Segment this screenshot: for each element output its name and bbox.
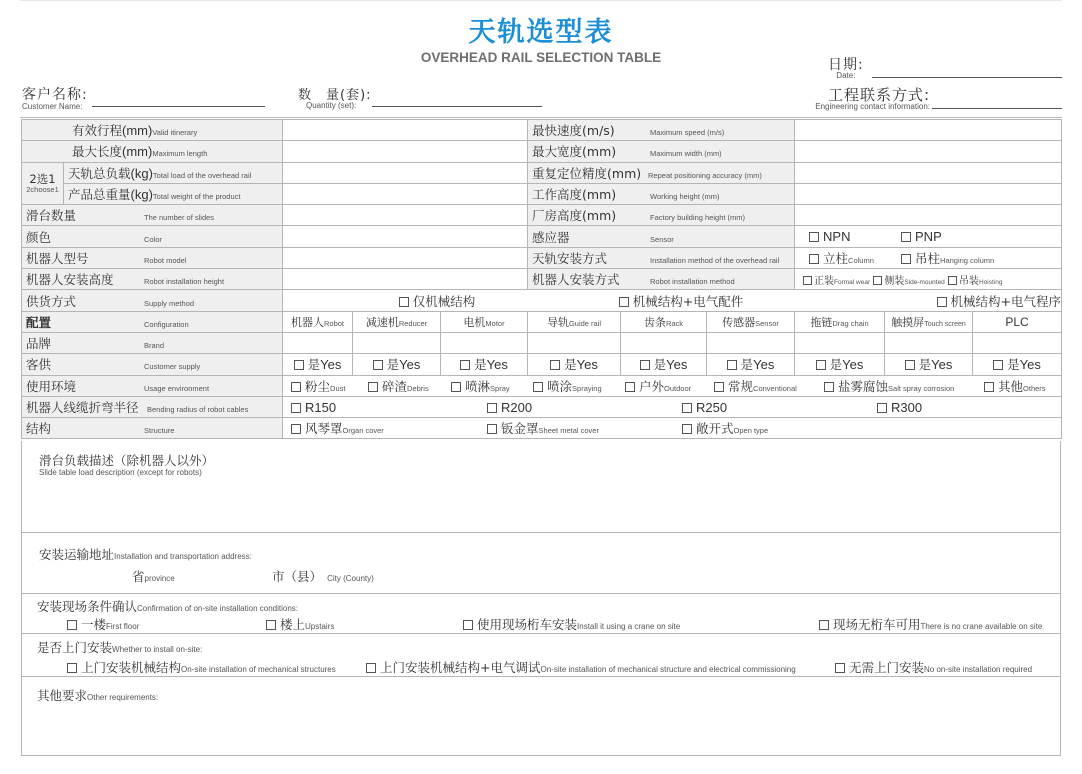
customer-name-label bbox=[22, 84, 88, 111]
total-load-input[interactable] bbox=[283, 162, 528, 183]
date-cn: 日期: bbox=[828, 57, 864, 73]
spec-label-max-length: 最大长度(mm)Maximum length bbox=[22, 141, 283, 162]
onsite-mech-electrical-checkbox[interactable]: 上门安装机械结构+电气调试On-site installation of mechanical structure and electrical commissioning bbox=[366, 657, 796, 676]
onsite-install-label: 是否上门安装Whether to install on-site: bbox=[37, 640, 203, 655]
checkbox-icon bbox=[803, 276, 812, 285]
spec-label-color: 颜色 Color bbox=[22, 226, 283, 247]
config-item-touch-screen: 触摸屏Touch screen bbox=[885, 311, 973, 332]
supply-options bbox=[283, 290, 1062, 311]
site-upstairs-checkbox[interactable]: 楼上Upstairs bbox=[266, 614, 334, 633]
working-height-input[interactable] bbox=[795, 183, 1062, 204]
max-width-input[interactable] bbox=[795, 141, 1062, 162]
checkbox-icon bbox=[550, 360, 560, 370]
spec-label-rail-install: 天轨安装方式 Installation method of the overhead rail bbox=[528, 247, 795, 268]
supply-mechanical-only-checkbox[interactable]: 仅机械结构 bbox=[283, 292, 591, 310]
robot-model-input[interactable] bbox=[283, 247, 528, 268]
checkbox-icon bbox=[460, 360, 470, 370]
color-input[interactable] bbox=[283, 226, 528, 247]
config-label: 配置 Configuration bbox=[22, 311, 283, 332]
rail-install-options bbox=[795, 247, 1062, 268]
checkbox-icon bbox=[727, 360, 737, 370]
checkbox-icon bbox=[67, 620, 77, 630]
bend-r300-checkbox[interactable]: R300 bbox=[877, 401, 922, 415]
sensor-pnp-checkbox[interactable]: PNP bbox=[901, 230, 942, 244]
checkbox-icon bbox=[901, 254, 911, 264]
spec-table bbox=[21, 119, 1062, 439]
checkbox-icon bbox=[487, 424, 497, 434]
contact-field[interactable] bbox=[932, 108, 1062, 109]
brand-input-robot[interactable] bbox=[283, 332, 353, 353]
quantity-label bbox=[298, 84, 372, 110]
environment-row bbox=[22, 375, 1062, 396]
checkbox-icon bbox=[809, 254, 819, 264]
other-requirements-section[interactable] bbox=[21, 677, 1061, 756]
spec-label-working-height: 工作高度(mm) Working height (mm) bbox=[528, 183, 795, 204]
sensor-npn-checkbox[interactable]: NPN bbox=[809, 229, 901, 244]
brand-input-guide-rail[interactable] bbox=[528, 332, 621, 353]
checkbox-icon bbox=[824, 382, 834, 392]
checkbox-icon bbox=[816, 360, 826, 370]
structure-organ-cover-checkbox[interactable]: 风琴罩Organ cover bbox=[291, 419, 487, 437]
spec-row bbox=[22, 205, 1062, 226]
checkbox-icon bbox=[877, 403, 887, 413]
slides-input[interactable] bbox=[283, 205, 528, 226]
env-salt-spray-checkbox[interactable]: 盐雾腐蚀Salt spray corrosion bbox=[824, 377, 984, 395]
robot-height-input[interactable] bbox=[283, 269, 528, 290]
config-item-reducer: 减速机Reducer bbox=[353, 311, 441, 332]
env-debris-checkbox[interactable]: 碎渣Debris bbox=[368, 377, 451, 395]
spec-label-robot-install: 机器人安装方式 Robot installation method bbox=[528, 269, 795, 290]
spec-row bbox=[22, 183, 1062, 204]
spec-label-robot-model: 机器人型号 Robot model bbox=[22, 247, 283, 268]
config-item-drag-chain: 拖链Drag chain bbox=[795, 311, 885, 332]
checkbox-icon bbox=[451, 382, 461, 392]
environment-options bbox=[283, 375, 1062, 396]
valid-itinerary-input[interactable] bbox=[283, 120, 528, 141]
bend-r150-checkbox[interactable]: R150 bbox=[291, 400, 487, 415]
checkbox-icon bbox=[366, 663, 376, 673]
page-subtitle: OVERHEAD RAIL SELECTION TABLE bbox=[420, 50, 662, 65]
onsite-mechanical-checkbox[interactable]: 上门安装机械结构On-site installation of mechanical structures bbox=[67, 657, 336, 676]
load-description-section[interactable] bbox=[21, 441, 1061, 533]
brand-row bbox=[22, 332, 1062, 353]
env-outdoor-checkbox[interactable]: 户外Outdoor bbox=[625, 377, 714, 395]
checkbox-icon bbox=[714, 382, 724, 392]
structure-label: 结构 Structure bbox=[22, 418, 283, 439]
customer-supply-robot-checkbox[interactable]: 是Yes bbox=[283, 354, 353, 375]
checkbox-icon bbox=[266, 620, 276, 630]
config-item-guide-rail: 导轨Guide rail bbox=[528, 311, 621, 332]
max-speed-input[interactable] bbox=[795, 120, 1062, 141]
structure-row bbox=[22, 418, 1062, 439]
customer-supply-sensor-checkbox[interactable]: 是Yes bbox=[707, 354, 795, 375]
spec-label-robot-height: 机器人安装高度 Robot installation height bbox=[22, 269, 283, 290]
load-description-en: Slide table load description (except for robots) bbox=[39, 468, 202, 477]
onsite-install-section bbox=[21, 634, 1061, 677]
bend-radius-options bbox=[283, 396, 1062, 417]
env-spraying-checkbox[interactable]: 喷涂Spraying bbox=[533, 377, 625, 395]
checkbox-icon bbox=[291, 424, 301, 434]
env-conventional-checkbox[interactable]: 常规Conventional bbox=[714, 377, 824, 395]
checkbox-icon bbox=[625, 382, 635, 392]
customer-supply-reducer-checkbox[interactable]: 是Yes bbox=[353, 354, 441, 375]
customer-supply-drag-chain-checkbox[interactable]: 是Yes bbox=[795, 354, 885, 375]
contact-label bbox=[790, 84, 930, 111]
quantity-cn: 数 量(套): bbox=[298, 88, 372, 103]
customer-supply-plc-checkbox[interactable]: 是Yes bbox=[973, 354, 1062, 375]
supply-row bbox=[22, 290, 1062, 311]
date-field[interactable] bbox=[872, 77, 1062, 78]
config-row bbox=[22, 311, 1062, 332]
checkbox-icon bbox=[809, 232, 819, 242]
spec-label-sensor: 感应器 Sensor bbox=[528, 226, 795, 247]
config-item-motor: 电机Motor bbox=[441, 311, 528, 332]
bend-radius-row bbox=[22, 396, 1062, 417]
province-field[interactable]: 省province bbox=[132, 569, 175, 584]
brand-label: 品牌 Brand bbox=[22, 332, 283, 353]
bend-r250-checkbox[interactable]: R250 bbox=[682, 400, 877, 415]
spec-row bbox=[22, 226, 1062, 247]
env-others-checkbox[interactable]: 其他Others bbox=[984, 380, 1046, 394]
customer-supply-row bbox=[22, 354, 1062, 375]
other-requirements-label: 其他要求Other requirements: bbox=[37, 688, 159, 703]
spec-label-total-weight: 产品总重量(kg)Total weight of the product bbox=[64, 183, 283, 204]
spec-row bbox=[22, 269, 1062, 290]
checkbox-icon bbox=[682, 424, 692, 434]
quantity-en: Quantity (set): bbox=[306, 101, 357, 110]
contact-cn: 工程联系方式: bbox=[827, 86, 930, 104]
robot-install-formal-checkbox[interactable]: 正装Formal wear bbox=[803, 276, 870, 287]
site-first-floor-checkbox[interactable]: 一楼First floor bbox=[67, 614, 139, 633]
structure-sheet-metal-checkbox[interactable]: 钣金罩Sheet metal cover bbox=[487, 419, 682, 437]
env-dust-checkbox[interactable]: 粉尘Dust bbox=[291, 377, 368, 395]
config-item-plc: PLC bbox=[973, 311, 1062, 332]
checkbox-icon bbox=[993, 360, 1003, 370]
spec-label-total-load: 天轨总负载(kg)Total load of the overhead rail bbox=[64, 162, 283, 183]
brand-input-touch-screen[interactable] bbox=[885, 332, 973, 353]
sensor-options bbox=[795, 226, 1062, 247]
checkbox-icon bbox=[948, 276, 957, 285]
robot-install-options bbox=[795, 269, 1062, 290]
brand-input-motor[interactable] bbox=[441, 332, 528, 353]
address-label: 安装运输地址Installation and transportation address: bbox=[39, 547, 252, 562]
header-separator bbox=[20, 117, 1062, 118]
spec-row bbox=[22, 162, 1062, 183]
checkbox-icon bbox=[67, 663, 77, 673]
spec-row bbox=[22, 120, 1062, 141]
customer-supply-guide-rail-checkbox[interactable]: 是Yes bbox=[528, 354, 621, 375]
site-crane-checkbox[interactable]: 使用现场桁车安装Install it using a crane on site bbox=[463, 614, 680, 633]
quantity-field[interactable] bbox=[372, 106, 542, 107]
checkbox-icon bbox=[463, 620, 473, 630]
checkbox-icon bbox=[819, 620, 829, 630]
robot-install-side-checkbox[interactable]: 侧装Side-mounted bbox=[873, 276, 944, 287]
city-field[interactable]: 市（县） City (County) bbox=[272, 569, 374, 584]
checkbox-icon bbox=[487, 403, 497, 413]
customer-supply-rack-checkbox[interactable]: 是Yes bbox=[621, 354, 707, 375]
checkbox-icon bbox=[399, 297, 409, 307]
repeat-accuracy-input[interactable] bbox=[795, 162, 1062, 183]
rail-install-column-checkbox[interactable]: 立柱Column bbox=[809, 249, 901, 267]
checkbox-icon bbox=[294, 360, 304, 370]
date-en: Date: bbox=[836, 71, 856, 80]
robot-install-hoisting-checkbox[interactable]: 吊装Hoisting bbox=[948, 276, 1002, 287]
site-conditions-label: 安装现场条件确认Confirmation of on-site installation conditions: bbox=[37, 599, 298, 614]
onsite-none-checkbox[interactable]: 无需上门安装No on-site installation required bbox=[835, 657, 1032, 676]
supply-mech-electrical-program-checkbox[interactable]: 机械结构+电气程序 bbox=[771, 292, 1061, 310]
max-length-input[interactable] bbox=[283, 141, 528, 162]
brand-input-sensor[interactable] bbox=[707, 332, 795, 353]
site-no-crane-checkbox[interactable]: 现场无桁车可用There is no crane available on site bbox=[819, 614, 1042, 633]
checkbox-icon bbox=[873, 276, 882, 285]
checkbox-icon bbox=[984, 382, 994, 392]
supply-label: 供货方式 Supply method bbox=[22, 290, 283, 311]
customer-name-en: Customer Name: bbox=[22, 102, 83, 111]
spec-label-factory-height: 厂房高度(mm) Factory building height (mm) bbox=[528, 205, 795, 226]
checkbox-icon bbox=[937, 297, 947, 307]
checkbox-icon bbox=[682, 403, 692, 413]
spec-label-valid-itinerary: 有效行程(mm)Valid itinerary bbox=[22, 120, 283, 141]
total-weight-input[interactable] bbox=[283, 183, 528, 204]
supply-mech-electrical-parts-checkbox[interactable]: 机械结构+电气配件 bbox=[591, 292, 771, 310]
spec-label-repeat-accuracy: 重复定位精度(mm) Repeat positioning accuracy (mm) bbox=[528, 162, 795, 183]
brand-input-rack[interactable] bbox=[621, 332, 707, 353]
spec-label-slides: 滑台数量 The number of slides bbox=[22, 205, 283, 226]
env-spray-checkbox[interactable]: 喷淋Spray bbox=[451, 377, 533, 395]
checkbox-icon bbox=[291, 382, 301, 392]
page-title: 天轨选型表 bbox=[468, 17, 614, 48]
checkbox-icon bbox=[640, 360, 650, 370]
brand-input-reducer[interactable] bbox=[353, 332, 441, 353]
address-section bbox=[21, 533, 1061, 594]
contact-en: Engineering contact information: bbox=[815, 102, 930, 111]
checkbox-icon bbox=[905, 360, 915, 370]
config-item-sensor: 传感器Sensor bbox=[707, 311, 795, 332]
choose-one-label: 2选1 2choose1 bbox=[22, 162, 64, 205]
customer-supply-motor-checkbox[interactable]: 是Yes bbox=[441, 354, 528, 375]
date-label bbox=[828, 54, 864, 80]
spec-row bbox=[22, 141, 1062, 162]
checkbox-icon bbox=[373, 360, 383, 370]
rail-install-hanging-checkbox[interactable]: 吊柱Hanging column bbox=[901, 252, 994, 266]
spec-row bbox=[22, 247, 1062, 268]
brand-input-plc[interactable] bbox=[973, 332, 1062, 353]
checkbox-icon bbox=[619, 297, 629, 307]
checkbox-icon bbox=[368, 382, 378, 392]
spec-label-max-width: 最大宽度(mm) Maximum width (mm) bbox=[528, 141, 795, 162]
config-item-rack: 齿条Rack bbox=[621, 311, 707, 332]
checkbox-icon bbox=[835, 663, 845, 673]
factory-height-input[interactable] bbox=[795, 205, 1062, 226]
structure-options bbox=[283, 418, 1062, 439]
brand-input-drag-chain[interactable] bbox=[795, 332, 885, 353]
bend-r200-checkbox[interactable]: R200 bbox=[487, 400, 682, 415]
customer-name-field[interactable] bbox=[92, 106, 265, 107]
site-conditions-section bbox=[21, 594, 1061, 634]
checkbox-icon bbox=[901, 232, 911, 242]
top-border bbox=[20, 0, 1062, 1]
config-item-robot: 机器人Robot bbox=[283, 311, 353, 332]
environment-label: 使用环境 Usage environment bbox=[22, 375, 283, 396]
checkbox-icon bbox=[291, 403, 301, 413]
structure-open-type-checkbox[interactable]: 敞开式Open type bbox=[682, 422, 768, 436]
bend-radius-label: 机器人线缆折弯半径 Bending radius of robot cables bbox=[22, 396, 283, 417]
checkbox-icon bbox=[533, 382, 543, 392]
load-description-cn: 滑台负载描述（除机器人以外） bbox=[39, 453, 215, 468]
customer-name-cn: 客户名称: bbox=[22, 87, 88, 103]
customer-supply-label: 客供 Customer supply bbox=[22, 354, 283, 375]
customer-supply-touch-screen-checkbox[interactable]: 是Yes bbox=[885, 354, 973, 375]
spec-label-max-speed: 最快速度(m/s) Maximum speed (m/s) bbox=[528, 120, 795, 141]
